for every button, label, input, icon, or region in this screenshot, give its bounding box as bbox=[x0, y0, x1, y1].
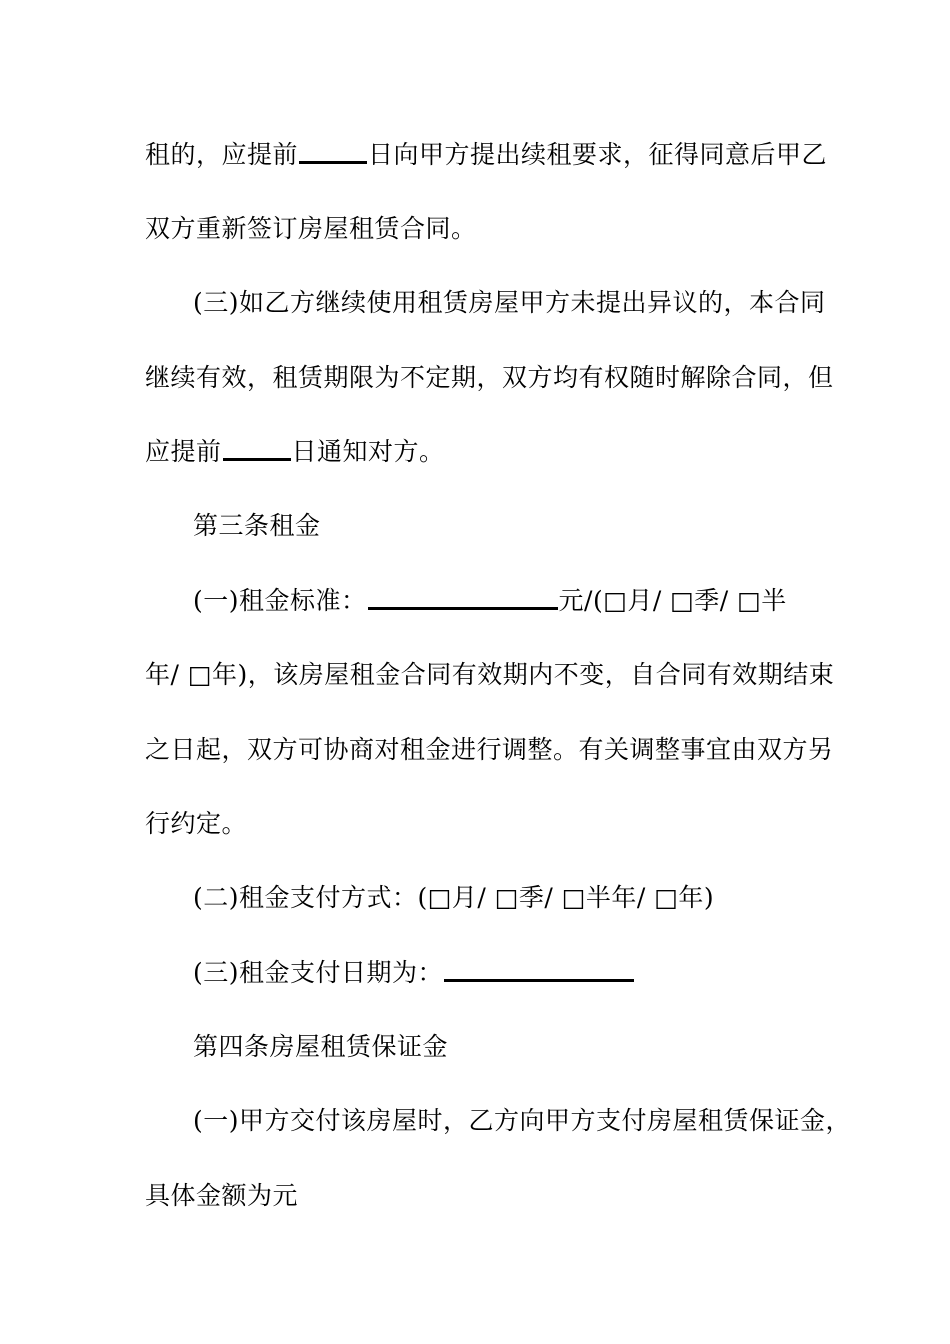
line-text: (二)租金支付方式：(□月/ □季/ □半年/ □年) bbox=[193, 883, 715, 912]
line-text: 日通知对方。 bbox=[291, 437, 445, 466]
line-text: 行约定。 bbox=[145, 809, 248, 838]
fill-blank bbox=[368, 585, 558, 610]
line-text: 应提前 bbox=[145, 437, 222, 466]
fill-blank bbox=[444, 957, 634, 982]
text-line-14 bbox=[193, 1104, 873, 1138]
line-text: 之日起，双方可协商对租金进行调整。有关调整事宜由双方另 bbox=[145, 735, 834, 764]
text-line-11 bbox=[193, 881, 873, 915]
text-line-1 bbox=[145, 138, 828, 172]
line-text: (三)租金支付日期为： bbox=[193, 958, 444, 987]
text-line-15 bbox=[145, 1179, 825, 1213]
line-text: (三)如乙方继续使用租赁房屋甲方未提出异议的，本合同 bbox=[193, 288, 826, 317]
text-line-12 bbox=[193, 956, 873, 990]
line-text: 第三条租金 bbox=[193, 511, 321, 540]
text-line-7 bbox=[193, 584, 873, 618]
text-line-5 bbox=[145, 435, 825, 469]
text-line-2 bbox=[145, 212, 825, 246]
text-line-3 bbox=[193, 286, 873, 320]
line-text: (一)租金标准： bbox=[193, 586, 367, 615]
section-heading-rent bbox=[193, 509, 873, 543]
text-line-9 bbox=[145, 733, 834, 767]
line-text: 日向甲方提出续租要求，征得同意后甲乙 bbox=[368, 140, 828, 169]
line-text: 年/ □年)，该房屋租金合同有效期内不变，自合同有效期结束 bbox=[145, 660, 835, 689]
line-text: 租的，应提前 bbox=[145, 140, 299, 169]
line-text: 继续有效，租赁期限为不定期，双方均有权随时解除合同，但 bbox=[145, 363, 834, 392]
line-text: 元/(□月/ □季/ □半 bbox=[558, 586, 787, 615]
fill-blank bbox=[299, 139, 367, 164]
text-line-4 bbox=[145, 361, 834, 395]
line-text: (一)甲方交付该房屋时，乙方向甲方支付房屋租赁保证金， bbox=[193, 1106, 852, 1135]
line-text: 第四条房屋租赁保证金 bbox=[193, 1032, 449, 1061]
text-line-10 bbox=[145, 807, 825, 841]
text-line-8 bbox=[145, 658, 835, 692]
line-text: 双方重新签订房屋租赁合同。 bbox=[145, 214, 477, 243]
fill-blank bbox=[223, 436, 291, 461]
line-text: 具体金额为元 bbox=[145, 1181, 299, 1210]
section-heading-deposit bbox=[193, 1030, 873, 1064]
